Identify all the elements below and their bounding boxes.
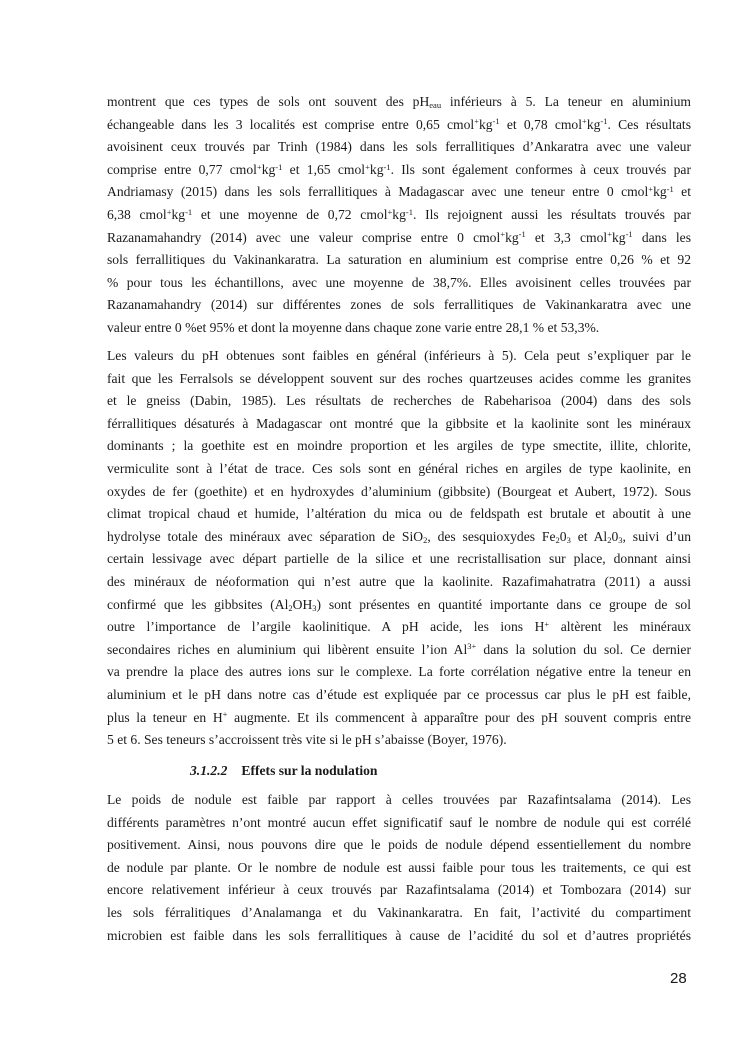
- section-number: 3.1.2.2: [190, 763, 228, 778]
- text-line: valeur entre 0 %et 95% et dont la moyenne dans chaque zone varie entre 28,1 % et 53,3%.: [107, 319, 600, 335]
- text-line: des minéraux de néoformation qui n’est autre que la kaolinite. Razafimahatratra (2011) a aussi: [107, 573, 691, 589]
- text-line: climat tropical chaud et humide, l’altération du mica ou de feldspath est brutale et aboutit à une: [107, 506, 691, 522]
- section-title: Effets sur la nodulation: [241, 763, 378, 778]
- text-line: de nodule par plante. Or le nombre de nodule est aussi faible pour tous les traitements, ce qui est: [107, 859, 691, 875]
- text-line: sols ferrallitiques du Vakinankaratra. La saturation en aluminium est comprise entre 0,26 % et 92: [107, 252, 691, 268]
- text-line: 5 et 6. Ses teneurs s’accroissent très vite si le pH s’abaisse (Boyer, 1976).: [107, 732, 507, 748]
- text-line: confirmé que les gibbsites $(Al_2OH_3)$ sont présentes en quantité importante dans ce groupe de sol: [107, 596, 692, 613]
- text-line: différents paramètres n’ont montré aucun effet significatif sauf le nombre de nodule qui est corrélé: [107, 814, 691, 830]
- text-line: Razanamahandry (2014) avec une valeur comprise entre 0 $cmol^+kg^{-1}$ et 3,3 $cmol^+kg^{-1}$ dans les: [107, 229, 691, 245]
- paragraph-nodulation: [107, 789, 691, 947]
- text-line: échangeable dans les 3 localités est comprise entre 0,65 $cmol^+kg^{-1}$ et 0,78 $cmol^+kg^{-1}$. Ces résultats: [107, 116, 691, 132]
- paragraph-ph: [107, 345, 691, 752]
- paragraph-aluminium: [107, 91, 691, 340]
- text-line: Le poids de nodule est faible par rapport à celles trouvées par Razafintsalama (2014). Les: [107, 792, 691, 807]
- text-line: fait que les Ferralsols se développent souvent sur des roches quartzeuses acides comme les granites: [107, 370, 691, 386]
- text-line: plus la teneur en H+ augmente. Et ils commencent à apparaître pour des pH souvent compris entre: [107, 709, 691, 725]
- text-line: férrallitiques désaturés à Madagascar ont montré que la gibbsite et la kaolinite sont les minéraux: [107, 415, 691, 431]
- text-line: et le gneiss (Dabin, 1985). Les résultats de recherches de Rabeharisoa (2004) dans des sols: [107, 393, 691, 409]
- text-line: va prendre la place des autres ions sur le complexe. La forte corrélation négative entre la teneur en: [107, 664, 691, 680]
- text-line: microbien est faible dans les sols ferrallitiques à cause de l’acidité du sol et d’autres propriétés: [107, 927, 691, 943]
- text-line: dominants ; la goethite est en moindre proportion et les argiles de type smectite, illite, chlorite,: [107, 438, 691, 454]
- text-line: certain lessivage avec départ partielle de la silice et une recristallisation sur place, donnant ainsi: [107, 551, 691, 567]
- text-line: avoisinent ceux trouvés par Trinh (1984) dans les sols ferrallitiques d’Ankaratra avec une valeur: [107, 139, 691, 155]
- text-line: comprise entre 0,77 $cmol^+kg^{-1}$ et 1,65 $cmol^+kg^{-1}$. Ils sont également conformes à ceux trouvés par: [107, 161, 691, 177]
- text-line: aluminium et le pH dans notre cas d’étude est expliquée par ce processus car plus le pH est faible,: [107, 686, 691, 702]
- text-line: oxydes de fer (goethite) et en hydroxydes d’aluminium (gibbsite) (Bourgeat et Aubert, 1972). Sous: [107, 483, 691, 499]
- text-line: encore relativement inférieur à ceux trouvés par Razafintsalama (2014) et Tombozara (2014) sur: [107, 882, 691, 898]
- section-heading: [190, 760, 377, 782]
- text-line: Andriamasy (2015) dans les sols ferrallitiques à Madagascar avec une teneur entre 0 $cmol^+kg^{-1}$ et: [107, 184, 691, 200]
- text-line: outre l’importance de l’argile kaolinitique. A pH acide, les ions H+ altèrent les minéraux: [107, 618, 691, 635]
- page-number: 28: [670, 970, 687, 987]
- text-line: montrent que ces types de sols ont souvent des $pH_{eau}$ inférieurs à 5. La teneur en aluminium: [107, 94, 691, 111]
- text-line: vermiculite sont à l’état de trace. Ces sols sont en général riches en argiles de type kaolinite, en: [107, 460, 691, 476]
- text-line: % pour tous les échantillons, avec une moyenne de 38,7%. Elles avoisinent celles trouvées par: [107, 274, 691, 290]
- text-line: les sols férralitiques d’Analamanga et du Vakinankaratra. En fait, l’activité du compartiment: [107, 904, 691, 920]
- text-line: Les valeurs du pH obtenues sont faibles en général (inférieurs à 5). Cela peut s’expliquer par le: [107, 348, 691, 363]
- text-line: 6,38 $cmol^+kg^{-1}$ et une moyenne de 0,72 $cmol^+kg^{-1}$. Ils rejoignent aussi les résultats trouvés par: [107, 206, 691, 222]
- text-line: secondaires riches en aluminium qui libèrent ensuite l’ion $Al^{3+}$ dans la solution du sol. Ce dernier: [107, 641, 691, 657]
- text-line: hydrolyse totale des minéraux avec séparation de SiO$_2$, des sesquioxydes $Fe_20_3$ et $Al_20_3$, suivi d’un: [107, 528, 691, 545]
- text-line: positivement. Ainsi, nous pouvons dire que le poids de nodule dépend essentiellement du nombre: [107, 837, 691, 853]
- text-line: Razanamahandry (2014) sur différentes zones de sols ferrallitiques de Vakinankaratra avec une: [107, 297, 691, 313]
